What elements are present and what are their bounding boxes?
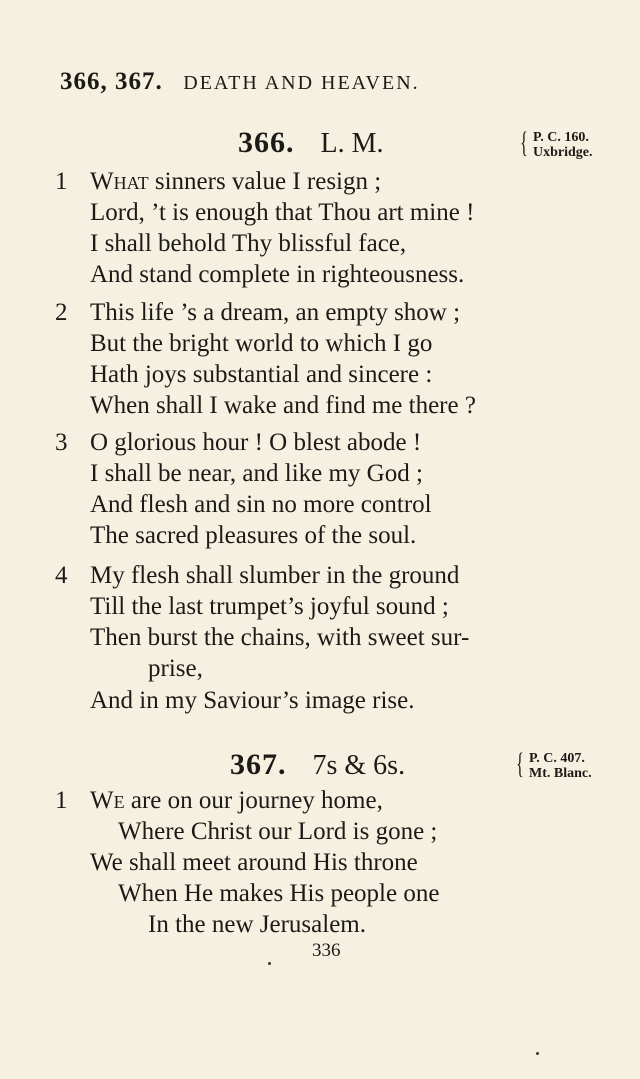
running-head: [60, 68, 420, 96]
hymn-367-heading: [230, 748, 405, 782]
verse-line: And flesh and sin no more control: [90, 491, 432, 518]
verse-line: Where Christ our Lord is gone ;: [118, 818, 438, 845]
verse-line: And in my Saviour’s image rise.: [90, 687, 415, 714]
verse-number: 4: [55, 562, 68, 589]
brace-glyph: {: [520, 126, 528, 159]
verse-line: Lord, ’t is enough that Thou art mine !: [90, 199, 475, 226]
hymn-367-tune-reference: [516, 747, 592, 781]
verse-line: Till the last trumpet’s joyful sound ;: [90, 593, 449, 620]
hymn-366-tune-reference: [520, 126, 593, 160]
verse-line: When He makes His people one: [118, 880, 440, 907]
verse-line: My flesh shall slumber in the ground: [90, 562, 460, 589]
hymn-366-heading: [238, 126, 384, 160]
verse-line: We shall meet around His throne: [90, 849, 418, 876]
first-word: What: [90, 168, 149, 195]
tune-name: Mt. Blanc.: [529, 766, 592, 781]
verse-number: 2: [55, 299, 68, 326]
first-word: We: [90, 787, 125, 814]
print-speck: [536, 1052, 539, 1055]
verse-line: What sinners value I resign ;: [90, 168, 382, 195]
verse-number: 1: [55, 168, 68, 195]
verse-line: Hath joys substantial and sincere :: [90, 361, 433, 388]
verse-line: And stand complete in righteousness.: [90, 261, 465, 288]
verse-line: This life ’s a dream, an empty show ;: [90, 299, 461, 326]
verse-line: Then burst the chains, with sweet sur-: [90, 624, 470, 651]
hymn-367-number: 367.: [230, 748, 287, 781]
verse-line: When shall I wake and find me there ?: [90, 392, 476, 419]
hymn-366-number: 366.: [238, 126, 295, 159]
verse-line: We are on our journey home,: [90, 787, 383, 814]
verse-line: O glorious hour ! O blest abode !: [90, 429, 422, 456]
verse-number: 1: [55, 787, 68, 814]
verse-line: In the new Jerusalem.: [148, 911, 366, 938]
running-head-numbers: 366, 367.: [60, 68, 163, 95]
tune-collection-ref: P. C. 160.: [533, 130, 589, 145]
brace-glyph: {: [516, 747, 524, 780]
verse-line: The sacred pleasures of the soul.: [90, 522, 417, 549]
verse-line: I shall behold Thy blissful face,: [90, 230, 407, 257]
hymn-366-meter: L. M.: [320, 128, 384, 159]
tune-name: Uxbridge.: [533, 145, 593, 160]
running-head-title: DEATH AND HEAVEN.: [183, 72, 420, 94]
verse-line-continuation: prise,: [148, 655, 203, 682]
print-speck: [268, 962, 271, 965]
verse-number: 3: [55, 429, 68, 456]
page-number: 336: [312, 940, 341, 961]
tune-collection-ref: P. C. 407.: [529, 751, 585, 766]
hymn-367-meter: 7s & 6s.: [312, 750, 406, 781]
verse-line: But the bright world to which I go: [90, 330, 433, 357]
verse-line: I shall be near, and like my God ;: [90, 460, 423, 487]
